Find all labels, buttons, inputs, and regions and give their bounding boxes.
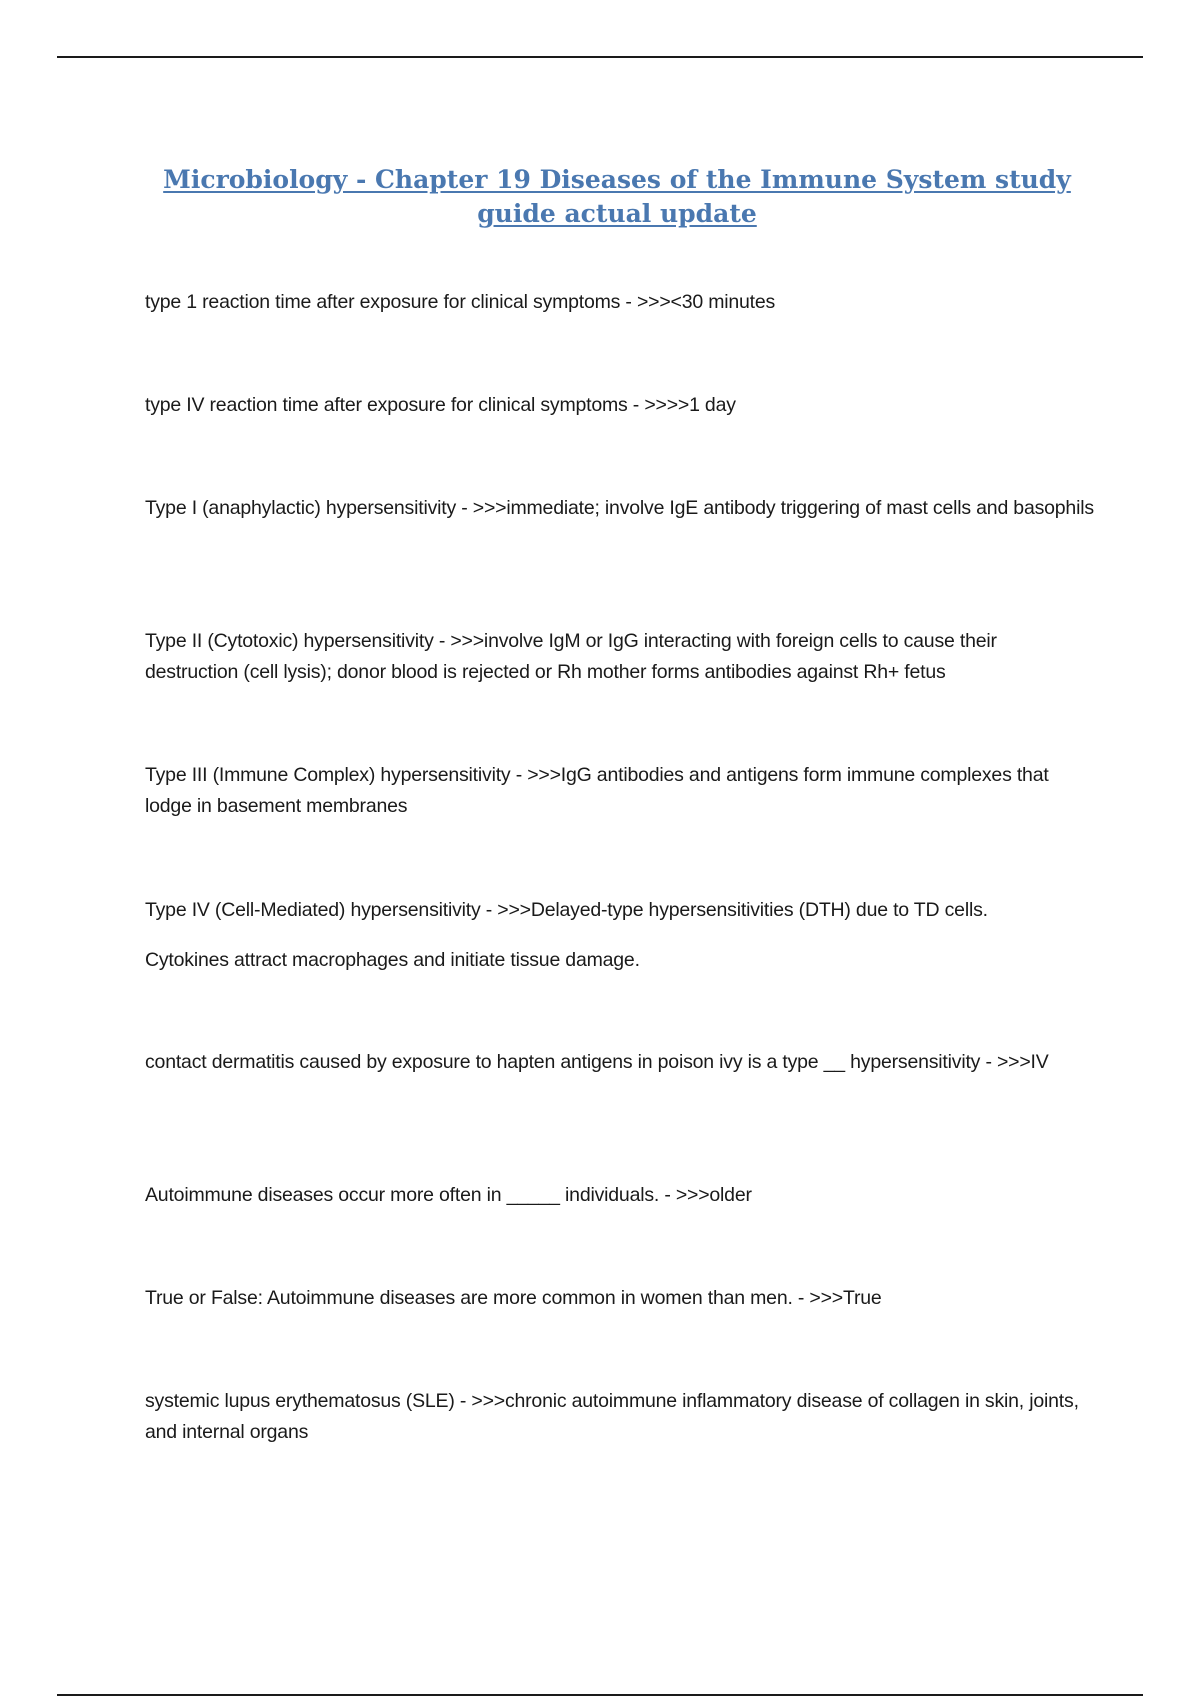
study-entry: True or False: Autoimmune diseases are more common in women than men. - >>>True bbox=[145, 1287, 882, 1309]
document-title: Microbiology - Chapter 19 Diseases of the Immune System study guide actual update bbox=[163, 165, 1071, 228]
study-entry: type IV reaction time after exposure for clinical symptoms - >>>>1 day bbox=[145, 394, 736, 416]
study-entry: Type I (anaphylactic) hypersensitivity - >>>immediate; involve IgE antibody triggering of mast cells and basophils bbox=[145, 497, 1094, 519]
study-entry: systemic lupus erythematosus (SLE) - >>>chronic autoimmune inflammatory disease of collagen in skin, joints, and internal organs bbox=[145, 1390, 1079, 1443]
study-entry: contact dermatitis caused by exposure to hapten antigens in poison ivy is a type __ hypersensitivity - >>>IV bbox=[145, 1051, 1049, 1073]
study-entry: type 1 reaction time after exposure for clinical symptoms - >>><30 minutes bbox=[145, 291, 776, 313]
study-entry: Type IV (Cell-Mediated) hypersensitivity - >>>Delayed-type hypersensitivities (DTH) due to TD cells. bbox=[145, 899, 988, 921]
study-entry: Type III (Immune Complex) hypersensitivity - >>>IgG antibodies and antigens form immune complexes that lodge in basement membranes bbox=[145, 764, 1049, 817]
top-divider bbox=[57, 56, 1143, 58]
study-entry-continuation: Cytokines attract macrophages and initiate tissue damage. bbox=[145, 949, 640, 971]
study-entry: Autoimmune diseases occur more often in _____ individuals. - >>>older bbox=[145, 1184, 752, 1206]
study-entry: Type II (Cytotoxic) hypersensitivity - >>>involve IgM or IgG interacting with foreign cells to cause their destruction (cell lysis); donor blood is rejected or Rh mother forms antibodies against Rh+ fetus bbox=[145, 630, 997, 683]
bottom-divider bbox=[57, 1694, 1143, 1696]
